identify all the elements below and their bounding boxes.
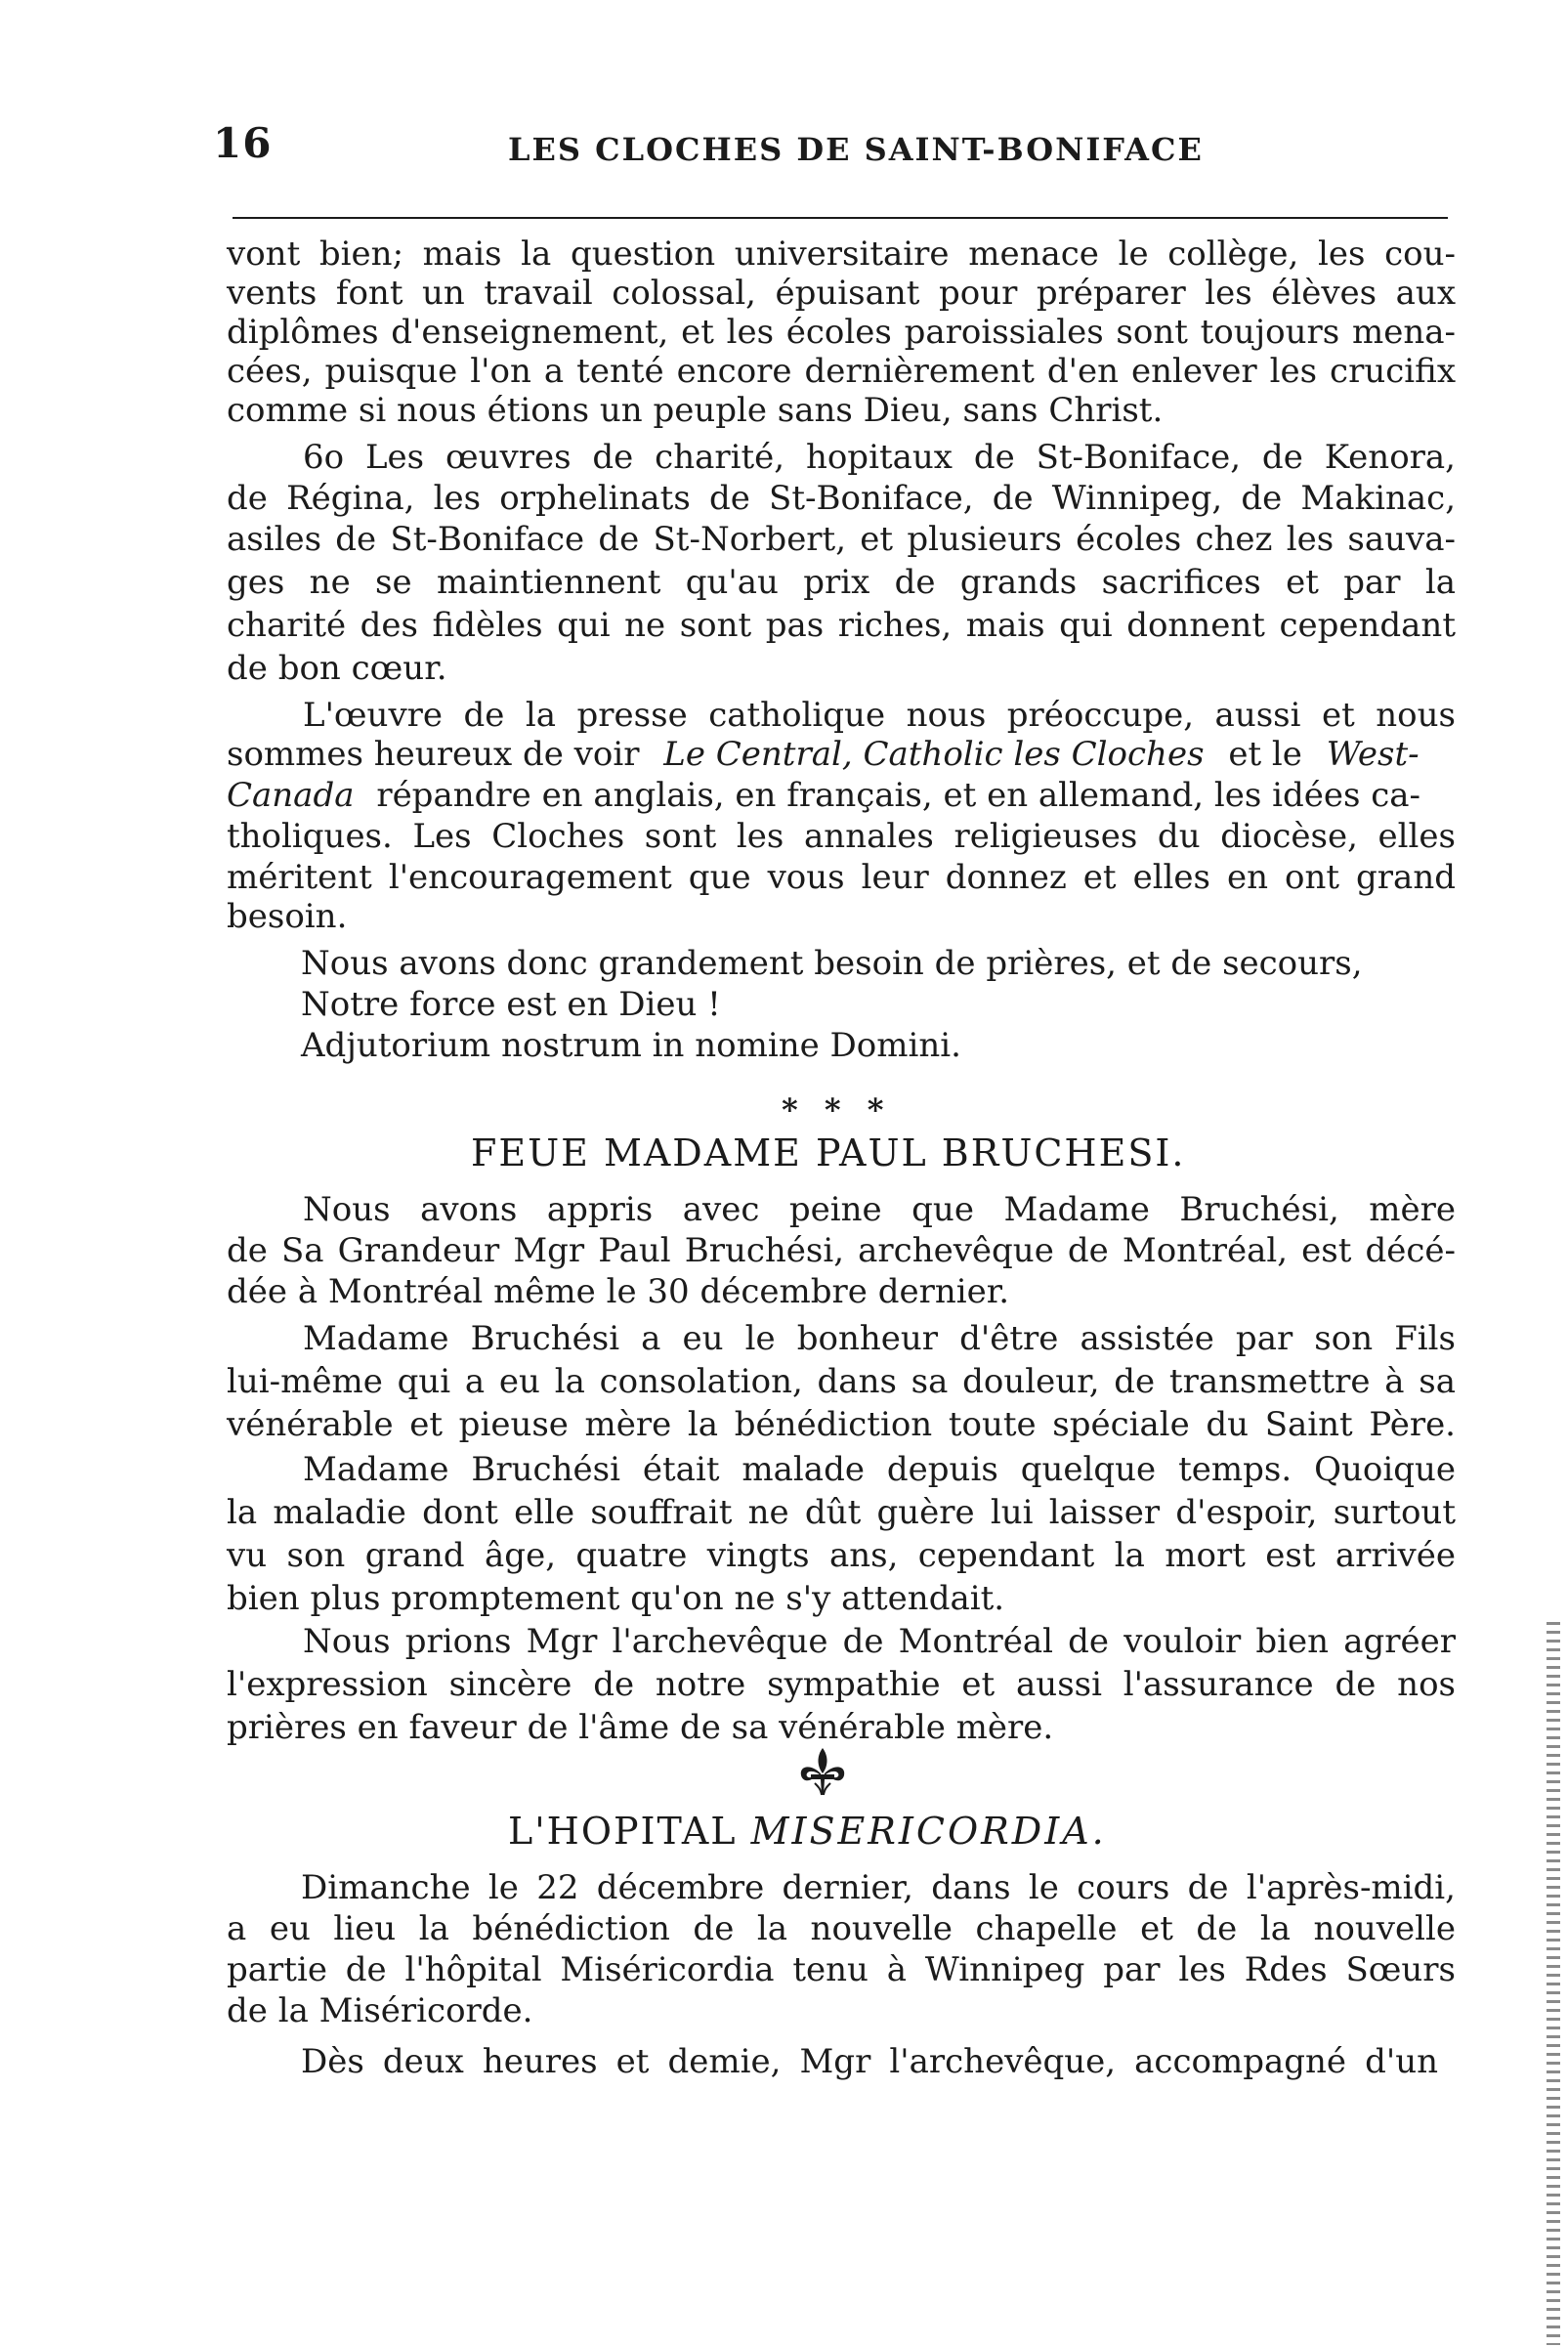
text-line: Dès deux heures et demie, Mgr l'archevêque, accompagné d'un [301,2042,1438,2081]
text-line: l'expression sincère de notre sympathie et aussi l'assurance de nos [227,1665,1456,1704]
text-line: partie de l'hôpital Miséricordia tenu à Winnipeg par les Rdes Sœurs [227,1950,1456,1989]
text-line: Madame Bruchési a eu le bonheur d'être assistée par son Fils [303,1319,1456,1358]
running-title: LES CLOCHES DE SAINT-BONIFACE [508,131,1204,168]
text-line: Dimanche le 22 décembre dernier, dans le cours de l'après-midi, [301,1868,1456,1907]
text-line: méritent l'encouragement que vous leur donnez et elles en ont grand [227,858,1456,897]
text-line: 6o Les œuvres de charité, hopitaux de St-Boniface, de Kenora, [303,438,1456,477]
fleur-de-lis-icon [793,1744,852,1799]
text-segment: répandre en anglais, en français, et en allemand, les idées ca- [376,776,1421,815]
text-line: Nous avons appris avec peine que Madame Bruchési, mère [303,1190,1456,1229]
text-line: Nous avons donc grandement besoin de prières, et de secours, [301,944,1363,983]
text-segment: sommes heureux de voir [227,735,640,774]
text-line: bien plus promptement qu'on ne s'y attendait. [227,1579,1005,1618]
text-line: de Régina, les orphelinats de St-Boniface, de Winnipeg, de Makinac, [227,479,1456,518]
text-line: Madame Bruchési était malade depuis quelque temps. Quoique [303,1450,1456,1489]
text-line: tholiques. Les Cloches sont les annales religieuses du diocèse, elles [227,817,1456,856]
text-line: vénérable et pieuse mère la bénédiction toute spéciale du Saint Père. [227,1405,1456,1444]
title-italic: MISERICORDIA. [750,1810,1107,1853]
title-prefix: L'HOPITAL [508,1810,738,1853]
text-line: Nous prions Mgr l'archevêque de Montréal de vouloir bien agréer [303,1622,1456,1661]
article-title [508,1810,1107,1853]
text-line: vu son grand âge, quatre vingts ans, cependant la mort est arrivée [227,1536,1456,1575]
text-line: dée à Montréal même le 30 décembre dernier. [227,1272,1010,1311]
section-separator: * * * [782,1091,892,1129]
text-line: besoin. [227,897,348,936]
text-line-mixed [227,735,1456,774]
text-segment: et le [1228,735,1302,774]
publication-name: West- [1326,735,1420,774]
text-line: diplômes d'enseignement, et les écoles paroissiales sont toujours mena- [227,313,1456,352]
header-rule [233,217,1448,219]
text-line-mixed [227,776,1456,815]
text-line: de la Miséricorde. [227,1991,533,2030]
text-line: asiles de St-Boniface de St-Norbert, et plusieurs écoles chez les sauva- [227,520,1456,559]
text-line: la maladie dont elle souffrait ne dût guère lui laisser d'espoir, surtout [227,1493,1456,1532]
text-line: vont bien; mais la question universitaire menace le collège, les cou- [227,235,1456,274]
publication-names: Le Central, Catholic les Cloches [663,735,1205,774]
text-line: L'œuvre de la presse catholique nous préoccupe, aussi et nous [303,696,1456,735]
text-line: charité des fidèles qui ne sont pas riches, mais qui donnent cependant [227,606,1456,645]
text-line: ges ne se maintiennent qu'au prix de grands sacrifices et par la [227,563,1456,602]
text-line: cées, puisque l'on a tenté encore dernièrement d'en enlever les crucifix [227,352,1456,391]
text-line: comme si nous étions un peuple sans Dieu, sans Christ. [227,391,1164,430]
text-line: vents font un travail colossal, épuisant pour préparer les élèves aux [227,274,1456,313]
text-line: Notre force est en Dieu ! [301,985,721,1024]
text-line: a eu lieu la bénédiction de la nouvelle chapelle et de la nouvelle [227,1909,1456,1948]
article-title: FEUE MADAME PAUL BRUCHESI. [471,1131,1186,1174]
publication-name: Canada [227,776,355,815]
text-line: de Sa Grandeur Mgr Paul Bruchési, archevêque de Montréal, est décé- [227,1231,1456,1270]
text-line: de bon cœur. [227,649,447,688]
text-line: lui-même qui a eu la consolation, dans sa douleur, de transmettre à sa [227,1362,1456,1401]
text-line: prières en faveur de l'âme de sa vénérable mère. [227,1708,1054,1747]
text-line: Adjutorium nostrum in nomine Domini. [301,1026,961,1065]
page-edge-shadow [1547,1622,1560,2345]
page-number: 16 [213,119,273,167]
